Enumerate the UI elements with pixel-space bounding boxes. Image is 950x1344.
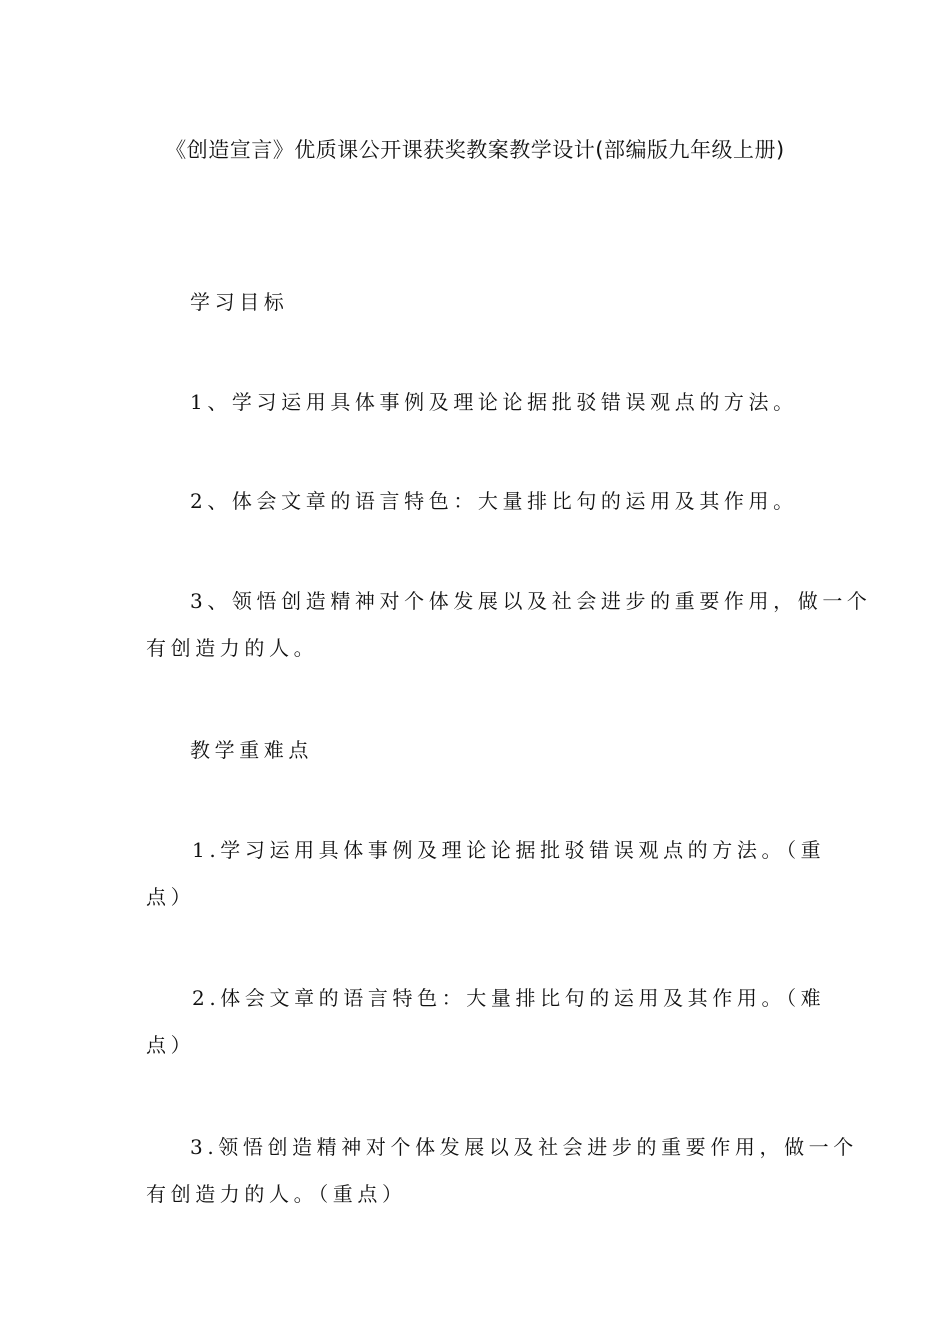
goal-item-3-line2: 有创造力的人。 (146, 636, 319, 660)
key-point-item-1-line1: 1.学习运用具体事例及理论论据批驳错误观点的方法。（重 (192, 838, 826, 862)
key-point-item-2-line2: 点） (146, 1033, 196, 1057)
key-point-item-3-line2: 有创造力的人。（重点） (146, 1182, 407, 1206)
document-title: 《创造宣言》优质课公开课获奖教案教学设计(部编版九年级上册) (165, 138, 785, 162)
key-point-item-3-line1: 3.领悟创造精神对个体发展以及社会进步的重要作用，做一个 (190, 1135, 858, 1159)
key-point-item-2-line1: 2.体会文章的语言特色：大量排比句的运用及其作用。（难 (192, 986, 826, 1010)
section-heading-key-points: 教学重难点 (190, 738, 313, 762)
goal-item-1: 1、学习运用具体事例及理论论据批驳错误观点的方法。 (190, 390, 798, 414)
goal-item-2: 2、体会文章的语言特色：大量排比句的运用及其作用。 (190, 489, 798, 513)
key-point-item-1-line2: 点） (146, 885, 196, 909)
section-heading-learning-goals: 学习目标 (190, 290, 289, 314)
goal-item-3-line1: 3、领悟创造精神对个体发展以及社会进步的重要作用，做一个 (190, 589, 872, 613)
